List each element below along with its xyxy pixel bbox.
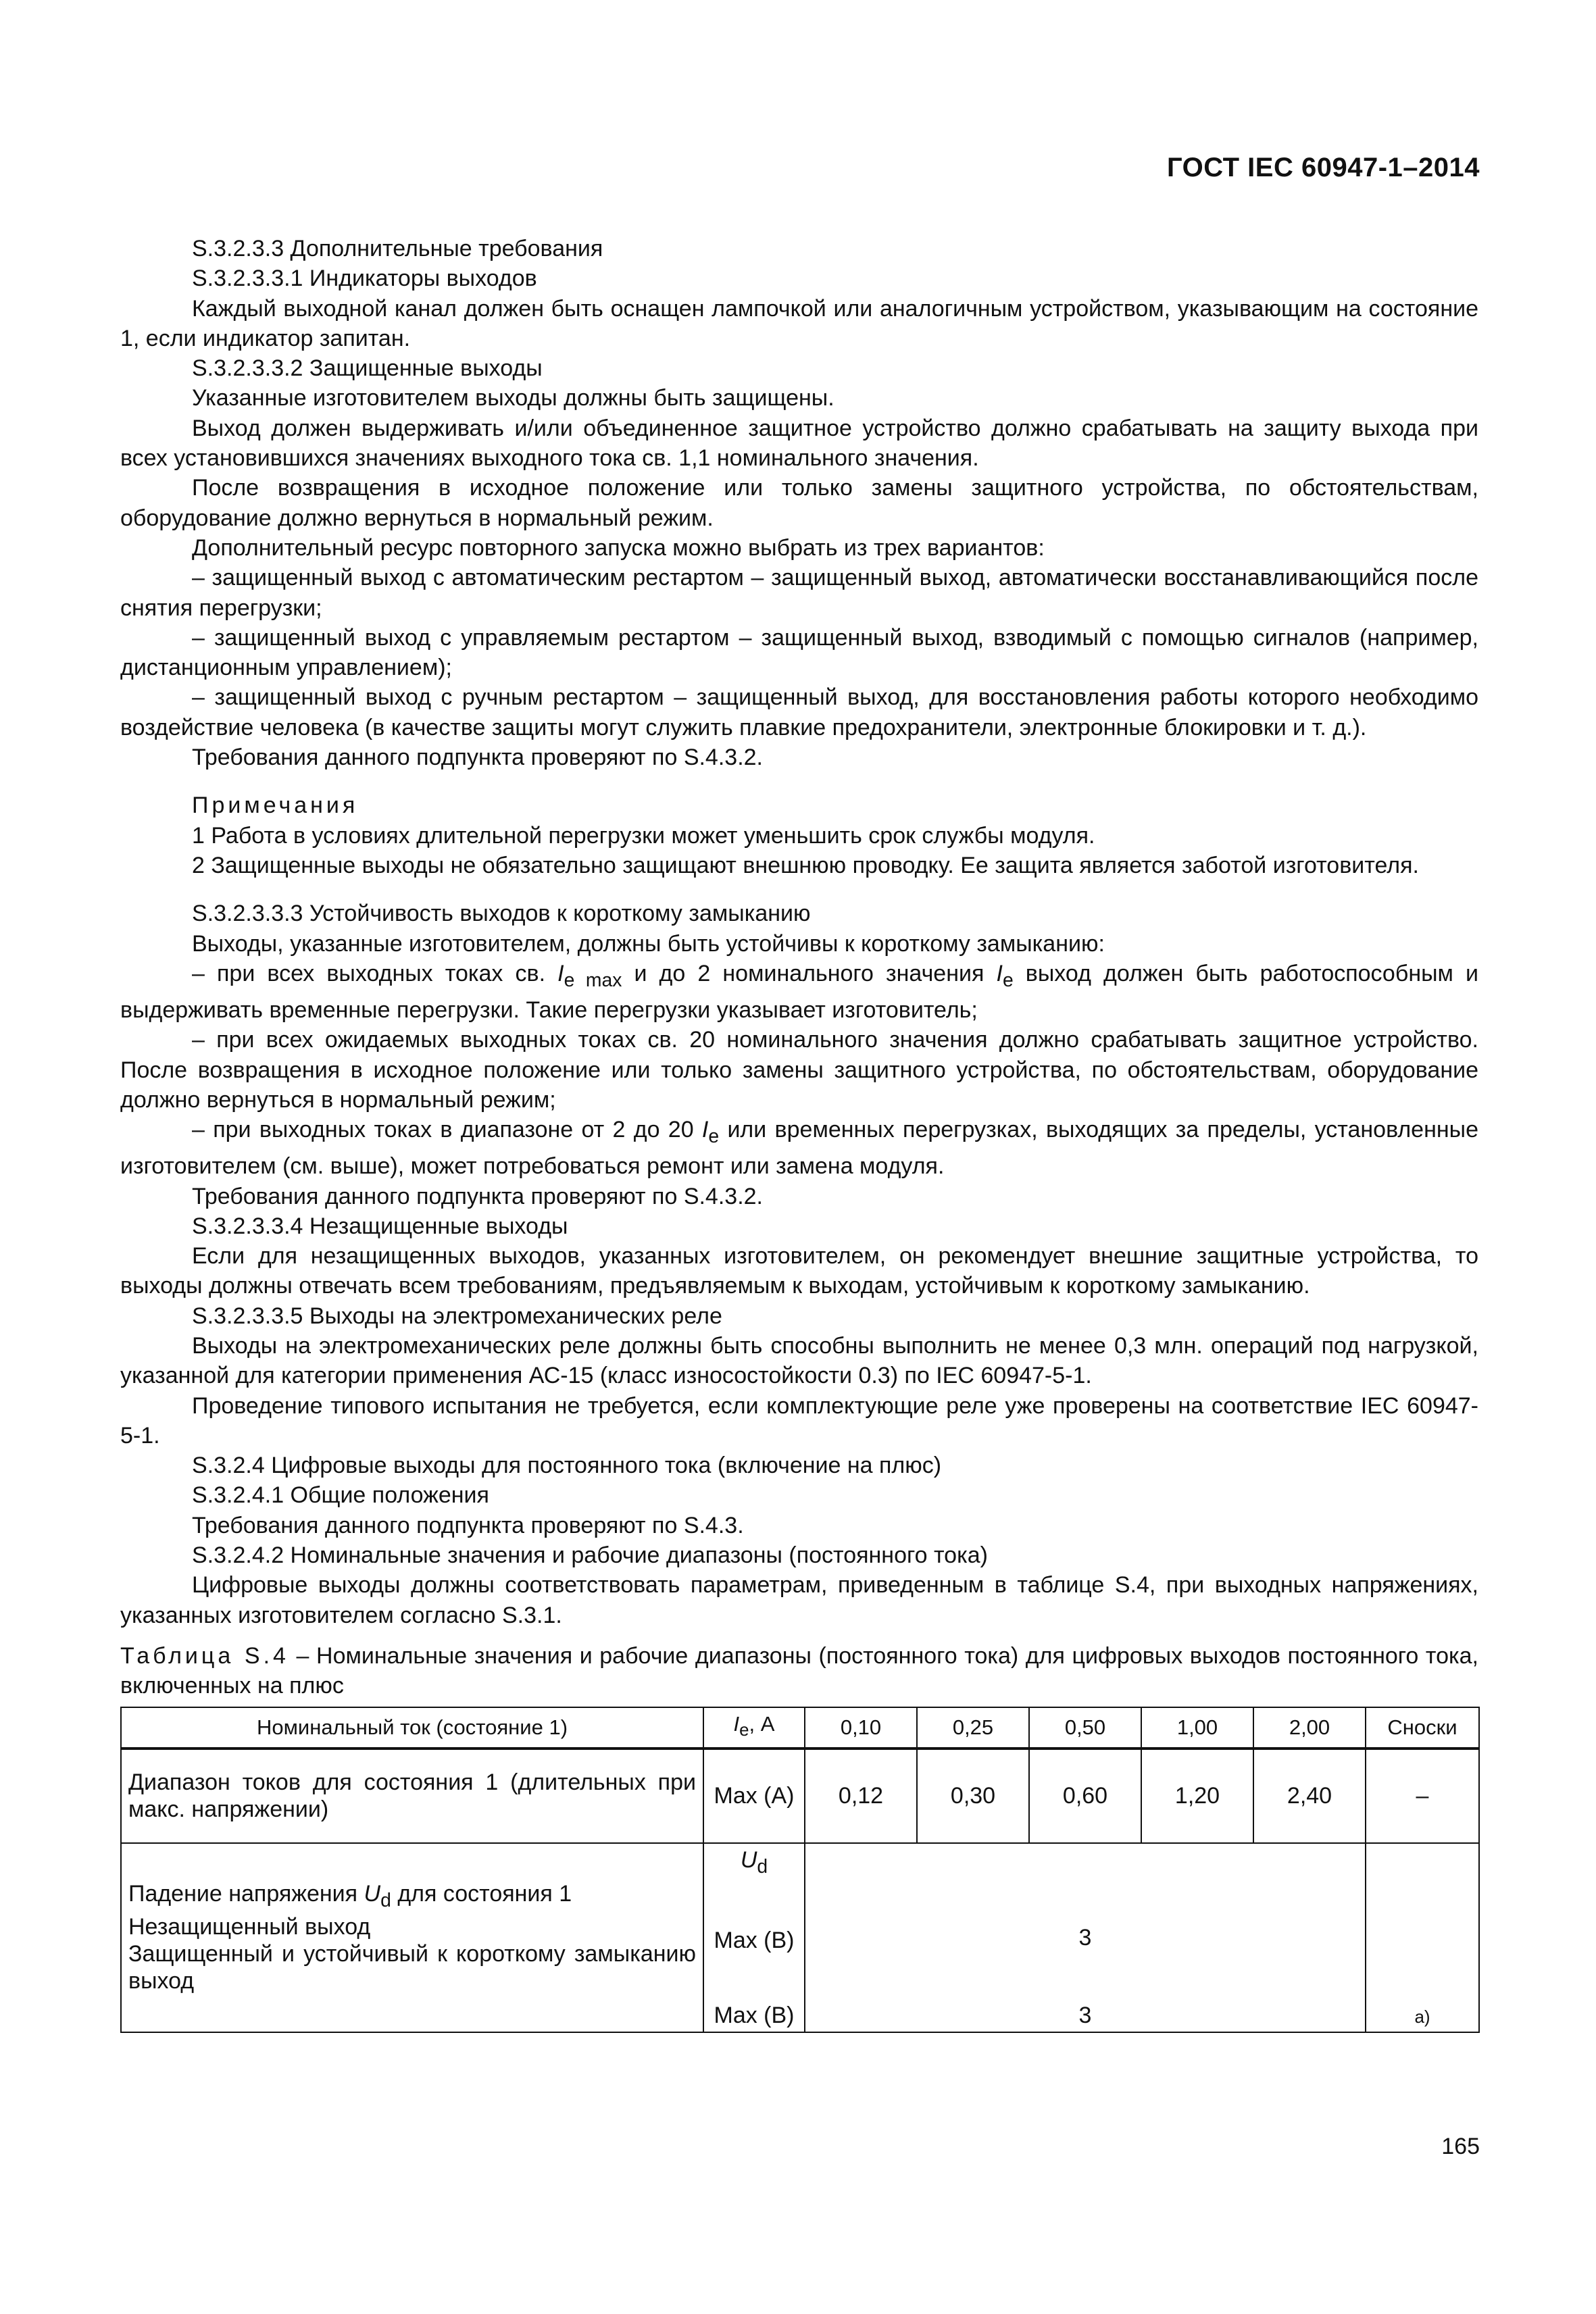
section-heading: S.3.2.4.2 Номинальные значения и рабочие диапазоны (постоянного тока) — [192, 1542, 988, 1569]
table-header-row — [121, 1707, 1479, 1749]
section-heading: S.3.2.3.3.4 Незащищенные выходы — [192, 1213, 568, 1239]
header-cell-value: 0,25 — [917, 1707, 1029, 1749]
page-body — [120, 234, 1478, 2033]
list-item: – при всех выходных токах св. $I_{e max}$ и до 2 номинального значения $I_e$ выход должен быть работоспособным и выдерживать временные перегрузки. Такие перегрузки указывает изготовитель; — [120, 960, 1478, 1023]
row-unit: $U_d$ Max (B) Max (B) — [703, 1843, 805, 2032]
list-item: – при выходных токах в диапазоне от 2 до 20 $I_e$ или временных перегрузках, выходящих за пределы, установленные изготовителем (см. выше), может потребоваться ремонт или замена модуля. — [120, 1117, 1478, 1180]
section-heading: S.3.2.4.1 Общие положения — [192, 1482, 489, 1509]
table-row — [121, 1843, 1479, 2032]
paragraph: Дополнительный ресурс повторного запуска можно выбрать из трех вариантов: — [192, 534, 1045, 561]
paragraph: S.3.2.3.3.2 Защищенные выходы — [192, 355, 543, 382]
page-number: 165 — [1441, 2134, 1480, 2159]
table-s4 — [120, 1707, 1480, 2033]
paragraph: Указанные изготовителем выходы должны быть защищены. — [192, 385, 834, 411]
paragraph: Проведение типового испытания не требуется, если комплектующие реле уже проверены на соответствие IEC 60947-5-1. — [120, 1392, 1478, 1449]
paragraph: Требования данного подпункта проверяют по S.4.3. — [192, 1512, 744, 1538]
paragraph: Если для незащищенных выходов, указанных изготовителем, он рекомендует внешние защитные устройства, то выходы должны отвечать всем требованиям, предъявляемым к выходам, устойчивым к короткому замыканию. — [120, 1243, 1478, 1299]
row-unit: Max (A) — [703, 1749, 805, 1843]
table-cell: 0,30 — [917, 1749, 1029, 1843]
paragraph: S.3.2.3.3 Дополнительные требования — [192, 236, 603, 261]
row-label: Диапазон токов для состояния 1 (длительных при макс. напряжении) — [121, 1749, 703, 1843]
table-cell: 2,40 — [1253, 1749, 1366, 1843]
paragraph: Выходы, указанные изготовителем, должны быть устойчивы к короткому замыканию: — [192, 930, 1105, 957]
section-heading: S.3.2.4 Цифровые выходы для постоянного тока (включение на плюс) — [192, 1453, 942, 1479]
header-cell-ie: $I_e$, А — [703, 1707, 805, 1749]
table-cell-merged: 3 3 — [805, 1843, 1366, 2032]
paragraph: После возвращения в исходное положение или только замены защитного устройства, по обстоятельствам, оборудование должно вернуться в нормальный режим. — [120, 475, 1478, 531]
table-cell-note: – — [1366, 1749, 1479, 1843]
document-header: ГОСТ IEC 60947-1–2014 — [1166, 153, 1480, 182]
list-item: – защищенный выход с ручным рестартом – защищенный выход, для восстановления работы которого необходимо воздействие человека (в качестве защиты могут служить плавкие предохранители, электронные блокировки и т. д.). — [120, 684, 1478, 740]
paragraph: Каждый выходной канал должен быть оснащен лампочкой или аналогичным устройством, указывающим на состояние 1, если индикатор запитан. — [120, 295, 1478, 351]
section-heading: S.3.2.3.3.5 Выходы на электромеханических реле — [192, 1303, 722, 1329]
ud-symbol: $U_d$ — [740, 1846, 768, 1878]
note-item: 2 Защищенные выходы не обязательно защищают внешнюю проводку. Ее защита является заботой изготовителя. — [192, 852, 1419, 878]
table-cell: 0,12 — [805, 1749, 917, 1843]
paragraph: Требования данного подпункта проверяют по S.4.3.2. — [192, 745, 764, 771]
paragraph: Выходы на электромеханических реле должны быть способны выполнить не менее 0,3 млн. операций под нагрузкой, указанной для категории применения АС-15 (класс износостойкости 0.3) по IEC 60947-5-1. — [120, 1332, 1478, 1389]
paragraph: Требования данного подпункта проверяют по S.4.3.2. — [192, 1183, 764, 1209]
header-cell-value: 1,00 — [1141, 1707, 1253, 1749]
notes-title: Примечания — [192, 793, 359, 819]
header-cell-rated-current: Номинальный ток (состояние 1) — [121, 1707, 703, 1749]
note-item: 1 Работа в условиях длительной перегрузки может уменьшить срок службы модуля. — [192, 822, 1095, 849]
table-row — [121, 1749, 1479, 1843]
paragraph: S.3.2.3.3.1 Индикаторы выходов — [192, 266, 537, 292]
paragraph: Выход должен выдерживать и/или объединенное защитное устройство должно срабатывать на защиту выхода при всех установившихся значениях выходного тока св. 1,1 номинального значения. — [120, 415, 1478, 472]
list-item: – при всех ожидаемых выходных токах св. 20 номинального значения должно срабатывать защитное устройство. После возвращения в исходное положение или только замены защитного устройства, по обстоятельствам, оборудование должно вернуться в нормальный режим; — [120, 1027, 1478, 1113]
table-caption: Таблица S.4 – Номинальные значения и рабочие диапазоны (постоянного тока) для цифровых выходов постоянного тока, включенных на плюс — [120, 1642, 1478, 1699]
table-cell-footnote: a) — [1366, 1843, 1479, 2032]
list-item: – защищенный выход с управляемым рестартом – защищенный выход, взводимый с помощью сигналов (например, дистанционным управлением); — [120, 624, 1478, 681]
section-heading: S.3.2.3.3.3 Устойчивость выходов к короткому замыканию — [192, 901, 811, 927]
paragraph: Цифровые выходы должны соответствовать параметрам, приведенным в таблице S.4, при выходных напряжениях, указанных изготовителем согласно S.3.1. — [120, 1572, 1478, 1628]
row-label: Падение напряжения $U_d$ для состояния 1 Незащищенный выход Защищенный и устойчивый к короткому замыканию выход — [121, 1843, 703, 2032]
table-cell: 1,20 — [1141, 1749, 1253, 1843]
header-cell-value: 0,10 — [805, 1707, 917, 1749]
table-cell: 0,60 — [1029, 1749, 1141, 1843]
header-cell-value: 0,50 — [1029, 1707, 1141, 1749]
header-cell-notes: Сноски — [1366, 1707, 1479, 1749]
list-item: – защищенный выход с автоматическим рестартом – защищенный выход, автоматически восстанавливающийся после снятия перегрузки; — [120, 565, 1478, 621]
header-cell-value: 2,00 — [1253, 1707, 1366, 1749]
